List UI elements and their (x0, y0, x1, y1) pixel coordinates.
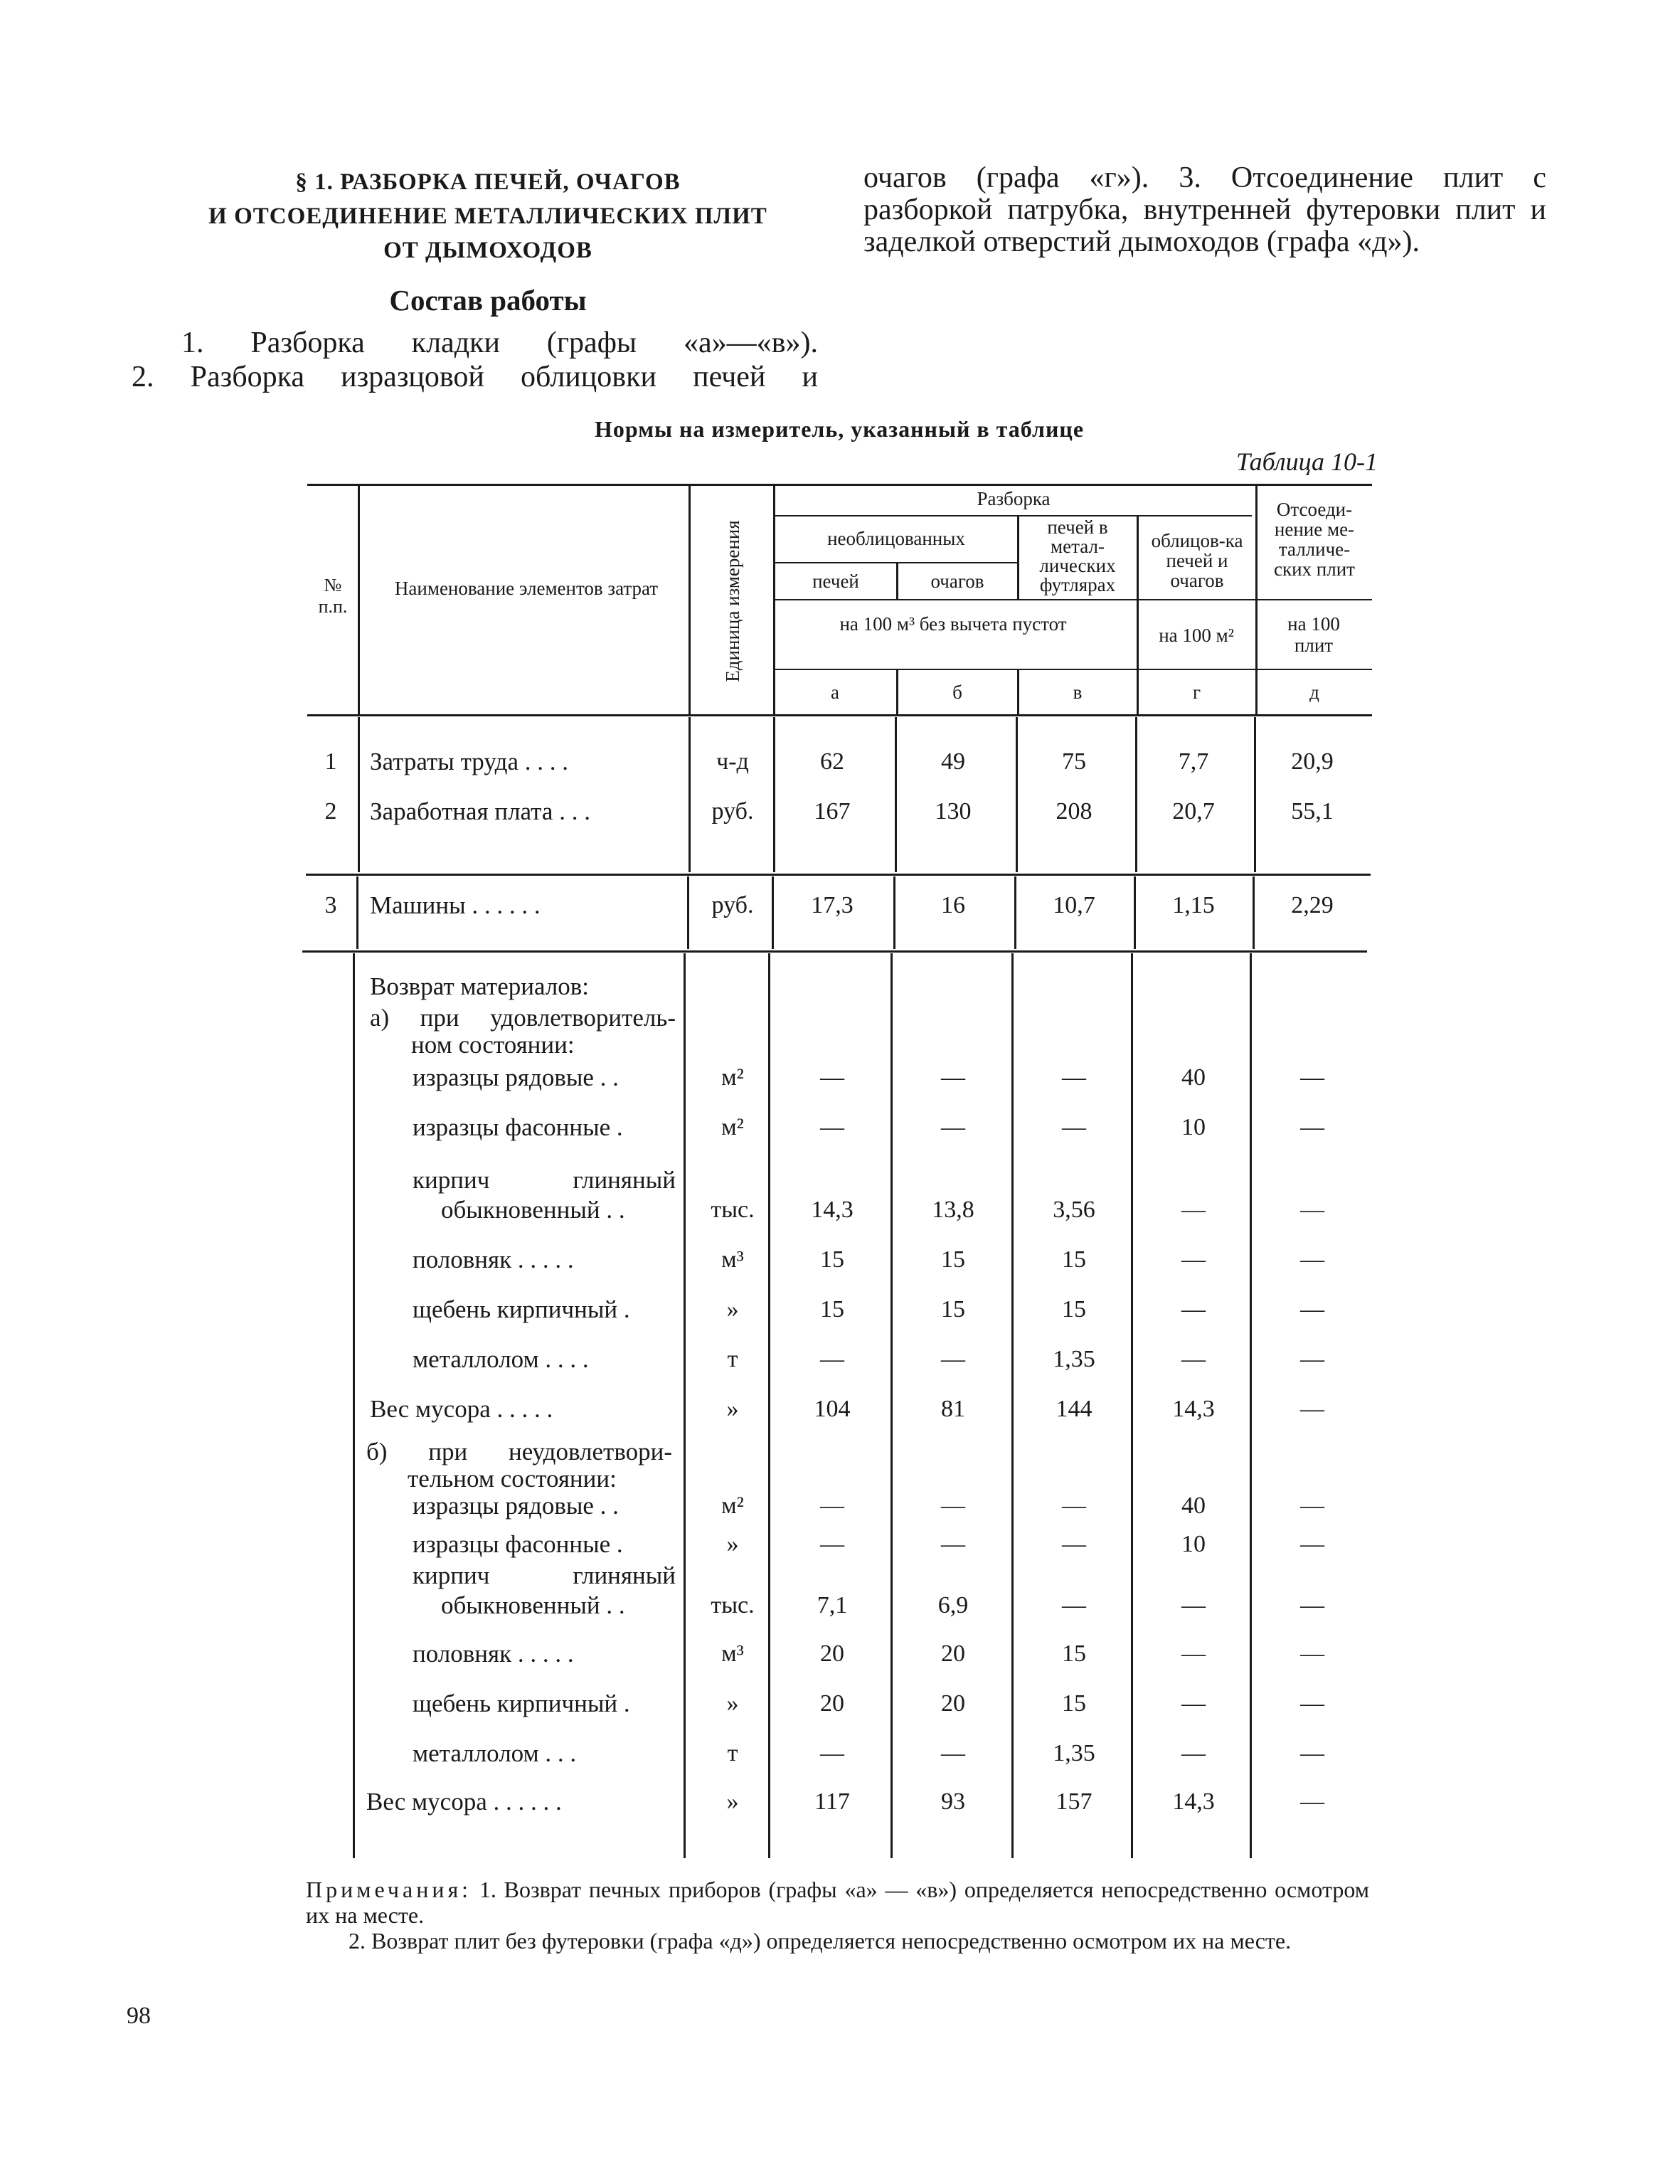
group-b-row-1-value-a: — (820, 1493, 844, 1519)
group-b-row-2-value-g: 10 (1181, 1531, 1206, 1557)
group-b-row-1-name: изразцы рядовые . . (413, 1492, 619, 1520)
waste-b-value-d: — (1300, 1788, 1324, 1815)
header-pechey-metal: печей в метал-лических футлярах (1039, 516, 1116, 595)
work-item-1: 1. Разборка кладки (графы «а»—«в»). (181, 327, 818, 359)
group-b-row-6-value-v: 1,35 (1053, 1740, 1095, 1766)
group-b-row-4-name: половняк . . . . . (413, 1640, 574, 1668)
group-b-row-6-name: металлолом . . . (413, 1739, 577, 1767)
col-rule-3 (773, 485, 775, 714)
row-wages-value-b: 130 (935, 798, 972, 825)
body2-rule-6 (1134, 876, 1136, 949)
group-a-row-6-unit: т (727, 1346, 738, 1372)
return-title: Возврат материалов: (370, 972, 590, 1000)
group-a-row-2-value-d: — (1300, 1114, 1324, 1140)
row-labor-value-v: 75 (1062, 748, 1086, 775)
group-a-row-2-value-g: 10 (1181, 1114, 1206, 1140)
group-b-row-1-value-g: 40 (1181, 1493, 1206, 1519)
group-a-row-3-unit: тыс. (711, 1197, 755, 1223)
group-a-row-5-value-b: 15 (941, 1296, 965, 1322)
group-a-row-5-unit: » (726, 1296, 739, 1322)
group-b-row-6-value-b: — (941, 1740, 965, 1766)
col-rule-oblic (1137, 516, 1139, 599)
body2-rule-7 (1253, 876, 1255, 949)
header-col-g: г (1192, 682, 1201, 703)
group-a-title-2: ном состоянии: (411, 1031, 575, 1059)
group-a-row-3-name: кирпич глиняный (413, 1166, 676, 1194)
header-name: Наименование элементов затрат (394, 578, 659, 599)
row-machines-value-b: 16 (941, 892, 965, 918)
group-a-title-1: а) при удовлетворитель- (370, 1004, 676, 1032)
group-a-row-6-value-v: 1,35 (1053, 1346, 1095, 1372)
body3-rule-6 (1131, 953, 1133, 1858)
header-per-100m2: на 100 м² (1159, 625, 1234, 646)
waste-b-name: Вес мусора . . . . . . (366, 1788, 562, 1815)
group-b-row-5-value-v: 15 (1062, 1690, 1086, 1717)
group-b-row-3-value-a: 7,1 (817, 1592, 848, 1618)
header-col-a: а (831, 682, 839, 703)
group-a-row-5-name: щебень кирпичный . (413, 1295, 630, 1323)
notes-label: Примечания: (306, 1877, 472, 1902)
waste-a-value-b: 81 (941, 1396, 965, 1422)
body2-rule-1 (356, 876, 358, 949)
group-b-row-2-value-d: — (1300, 1531, 1324, 1557)
row-wages-value-a: 167 (814, 798, 851, 825)
row-labor-value-g: 7,7 (1178, 748, 1209, 775)
work-composition-title: Состав работы (389, 284, 587, 317)
row-wages-unit: руб. (711, 798, 754, 825)
group-b-row-4-value-a: 20 (820, 1640, 844, 1667)
group-b-row-4-value-v: 15 (1062, 1640, 1086, 1667)
row-machines-value-d: 2,29 (1291, 892, 1334, 918)
group-a-row-4-name: половняк . . . . . (413, 1246, 574, 1273)
group-a-row-3-value-g: — (1181, 1197, 1206, 1223)
row-labor-num: 1 (324, 748, 337, 775)
waste-a-value-v: 144 (1056, 1396, 1092, 1422)
work-item-2: 2. Разборка изразцовой облицовки печей и (132, 361, 818, 393)
group-b-row-4-value-b: 20 (941, 1640, 965, 1667)
heading-line-2: И ОТСОЕДИНЕНИЕ МЕТАЛЛИЧЕСКИХ ПЛИТ (208, 203, 767, 229)
group-a-row-2-value-a: — (820, 1114, 844, 1140)
note-2: 2. Возврат плит без футеровки (графа «д») определяется непосредственно осмотром их на месте. (349, 1928, 1292, 1954)
body2-rule-3 (772, 876, 774, 949)
row-machines-num: 3 (324, 892, 337, 918)
table-label: Таблица 10-1 (1235, 447, 1378, 476)
header-per-100plit: на 100 плит (1287, 613, 1340, 656)
body1-rule-5 (1016, 717, 1018, 872)
group-a-row-4-value-g: — (1181, 1246, 1206, 1273)
group-b-row-1-unit: м² (721, 1493, 744, 1519)
header-col-v: в (1073, 682, 1083, 703)
group-b-row-5-value-b: 20 (941, 1690, 965, 1717)
header-oblicovka: облицов-ка печей и очагов (1151, 530, 1243, 591)
group-b-row-3-name-2: обыкновенный . . (441, 1591, 625, 1619)
group-b-row-3-value-d: — (1300, 1592, 1324, 1618)
heading-line-3: ОТ ДЫМОХОДОВ (383, 238, 592, 263)
group-a-row-5-value-v: 15 (1062, 1296, 1086, 1322)
note-1-text: 1. Возврат печных приборов (графы «а» — «в») определяется непосредственно осмотром их на месте. (306, 1877, 1370, 1928)
header-num: № п.п. (318, 575, 348, 617)
body1-rule-2 (689, 717, 691, 872)
body1-rule-7 (1254, 717, 1256, 872)
row-machines-value-g: 1,15 (1172, 892, 1215, 918)
rule-under-subheads (775, 599, 1372, 600)
group-a-row-3-value-a: 14,3 (811, 1197, 854, 1223)
body3-rule-2 (684, 953, 686, 1858)
group-a-row-4-value-v: 15 (1062, 1246, 1086, 1273)
group-b-row-2-name: изразцы фасонные . (413, 1530, 623, 1558)
rule-under-razborka (775, 515, 1252, 516)
body3-rule-1 (353, 953, 355, 1858)
page-number: 98 (127, 2003, 151, 2029)
group-a-row-2-name: изразцы фасонные . (413, 1113, 623, 1141)
row-labor-name: Затраты труда . . . . (370, 748, 568, 775)
body2-rule-2 (687, 876, 689, 949)
group-b-row-5-unit: » (726, 1690, 739, 1717)
group-a-row-3-value-v: 3,56 (1053, 1197, 1095, 1223)
row-labor-unit: ч-д (716, 748, 749, 775)
row-machines-value-v: 10,7 (1053, 892, 1095, 918)
group-a-row-5-value-g: — (1181, 1296, 1206, 1322)
group-a-row-6-value-a: — (820, 1346, 844, 1372)
group-a-row-3-value-d: — (1300, 1197, 1324, 1223)
group-a-row-2-value-v: — (1062, 1114, 1086, 1140)
body3-rule-3 (768, 953, 770, 1858)
group-a-row-1-value-v: — (1062, 1064, 1086, 1091)
group-a-row-4-value-b: 15 (941, 1246, 965, 1273)
group-a-row-1-name: изразцы рядовые . . (413, 1064, 619, 1091)
group-b-row-3-name: кирпич глиняный (413, 1562, 676, 1589)
group-b-title-2: тельном состоянии: (408, 1465, 617, 1493)
group-a-row-1-value-a: — (820, 1064, 844, 1091)
group-b-title-1: б) при неудовлетвори- (366, 1438, 672, 1465)
header-col-d: д (1309, 682, 1319, 703)
waste-a-value-a: 104 (814, 1396, 851, 1422)
group-b-row-6-unit: т (727, 1740, 738, 1766)
waste-a-value-d: — (1300, 1396, 1324, 1422)
header-pechey: печей (812, 571, 859, 592)
group-a-row-1-value-b: — (941, 1064, 965, 1091)
row-machines-value-a: 17,3 (811, 892, 854, 918)
header-bottom-rule (307, 714, 1372, 716)
body3-rule-5 (1011, 953, 1014, 1858)
body1-rule-4 (895, 717, 897, 872)
group-a-row-6-value-d: — (1300, 1346, 1324, 1372)
group-b-row-6-value-d: — (1300, 1740, 1324, 1766)
row-labor-value-a: 62 (820, 748, 844, 775)
note-1 (306, 1877, 1369, 1928)
body2-rule-4 (893, 876, 895, 949)
group-b-row-2-unit: » (726, 1531, 739, 1557)
group-b-row-3-value-v: — (1062, 1592, 1086, 1618)
group-a-row-2-unit: м² (721, 1114, 744, 1140)
row-wages-num: 2 (324, 798, 337, 825)
body1-rule-1 (358, 717, 360, 872)
group-a-row-6-value-g: — (1181, 1346, 1206, 1372)
body3-rule-4 (890, 953, 893, 1858)
group-b-row-2-value-a: — (820, 1531, 844, 1557)
row-wages-value-d: 55,1 (1291, 798, 1334, 825)
group-b-row-5-value-a: 20 (820, 1690, 844, 1717)
group-b-row-3-value-g: — (1181, 1592, 1206, 1618)
waste-a-unit: » (726, 1396, 739, 1422)
group-a-row-3-name-2: обыкновенный . . (441, 1196, 625, 1224)
group-b-row-1-value-b: — (941, 1493, 965, 1519)
row-machines-name: Машины . . . . . . (370, 891, 541, 919)
row-labor-value-b: 49 (941, 748, 965, 775)
group-b-row-4-unit: м³ (721, 1640, 744, 1667)
rule-under-units (775, 669, 1372, 670)
group-b-row-5-name: щебень кирпичный . (413, 1690, 630, 1717)
rule-after-machines (302, 950, 1367, 953)
work-items-continued: очагов (графа «г»). 3. Отсоединение плит с разборкой патрубка, внутренней футеровки плит и заделкой отверстий дымоходов (графа «д»). (863, 161, 1546, 258)
group-a-row-1-value-g: 40 (1181, 1064, 1206, 1091)
header-otsoed: Отсоеди-нение ме-талличе-ских плит (1274, 499, 1355, 580)
header-ochagov: очагов (930, 571, 984, 592)
group-b-row-1-value-v: — (1062, 1493, 1086, 1519)
col-rule-g-d (1255, 485, 1258, 714)
row-wages-name: Заработная плата . . . (370, 797, 590, 825)
group-b-row-4-value-d: — (1300, 1640, 1324, 1667)
group-a-row-3-value-b: 13,8 (932, 1197, 974, 1223)
group-b-row-5-value-g: — (1181, 1690, 1206, 1717)
group-b-row-6-value-g: — (1181, 1740, 1206, 1766)
row-wages-value-g: 20,7 (1172, 798, 1215, 825)
table-top-rule (307, 484, 1372, 486)
group-a-row-5-value-d: — (1300, 1296, 1324, 1322)
group-a-row-2-value-b: — (941, 1114, 965, 1140)
waste-b-value-v: 157 (1056, 1788, 1092, 1815)
group-a-row-6-name: металлолом . . . . (413, 1345, 589, 1373)
waste-b-value-g: 14,3 (1172, 1788, 1215, 1815)
group-b-row-1-value-d: — (1300, 1493, 1324, 1519)
group-b-row-6-value-a: — (820, 1740, 844, 1766)
header-per-100m3: на 100 м³ без вычета пустот (839, 613, 1067, 635)
group-a-row-4-value-d: — (1300, 1246, 1324, 1273)
rule-before-machines (306, 874, 1371, 876)
group-b-row-3-value-b: 6,9 (937, 1592, 969, 1618)
header-unit: Единица измерения (722, 520, 743, 682)
heading-line-1: § 1. РАЗБОРКА ПЕЧЕЙ, ОЧАГОВ (295, 169, 681, 195)
norms-title: Нормы на измеритель, указанный в таблице (594, 416, 1085, 442)
group-a-row-1-unit: м² (721, 1064, 744, 1091)
notes (306, 1877, 1369, 1954)
group-b-row-2-value-b: — (941, 1531, 965, 1557)
group-a-row-5-value-a: 15 (820, 1296, 844, 1322)
waste-b-unit: » (726, 1788, 739, 1815)
group-a-row-1-value-d: — (1300, 1064, 1324, 1091)
group-b-row-5-value-d: — (1300, 1690, 1324, 1717)
row-labor-value-d: 20,9 (1291, 748, 1334, 775)
col-rule-metal (1017, 516, 1019, 599)
body1-rule-6 (1135, 717, 1137, 872)
row-machines-unit: руб. (711, 892, 754, 918)
waste-b-value-b: 93 (941, 1788, 965, 1815)
waste-a-name: Вес мусора . . . . . (370, 1395, 553, 1423)
group-a-row-4-unit: м³ (721, 1246, 744, 1273)
col-rule-2 (689, 485, 691, 714)
body1-rule-3 (773, 717, 775, 872)
group-b-row-3-unit: тыс. (711, 1592, 755, 1618)
body2-rule-5 (1014, 876, 1016, 949)
header-neoblic: необлицованных (827, 528, 965, 549)
group-b-row-4-value-g: — (1181, 1640, 1206, 1667)
header-razborka: Разборка (977, 488, 1051, 509)
waste-b-value-a: 117 (814, 1788, 850, 1815)
group-a-row-4-value-a: 15 (820, 1246, 844, 1273)
col-rule-units-g (1137, 600, 1139, 669)
row-wages-value-v: 208 (1056, 798, 1092, 825)
col-rule-pech-och (896, 563, 898, 599)
header-col-b: б (952, 682, 962, 703)
group-b-row-2-value-v: — (1062, 1531, 1086, 1557)
waste-a-value-g: 14,3 (1172, 1396, 1215, 1422)
group-a-row-6-value-b: — (941, 1346, 965, 1372)
